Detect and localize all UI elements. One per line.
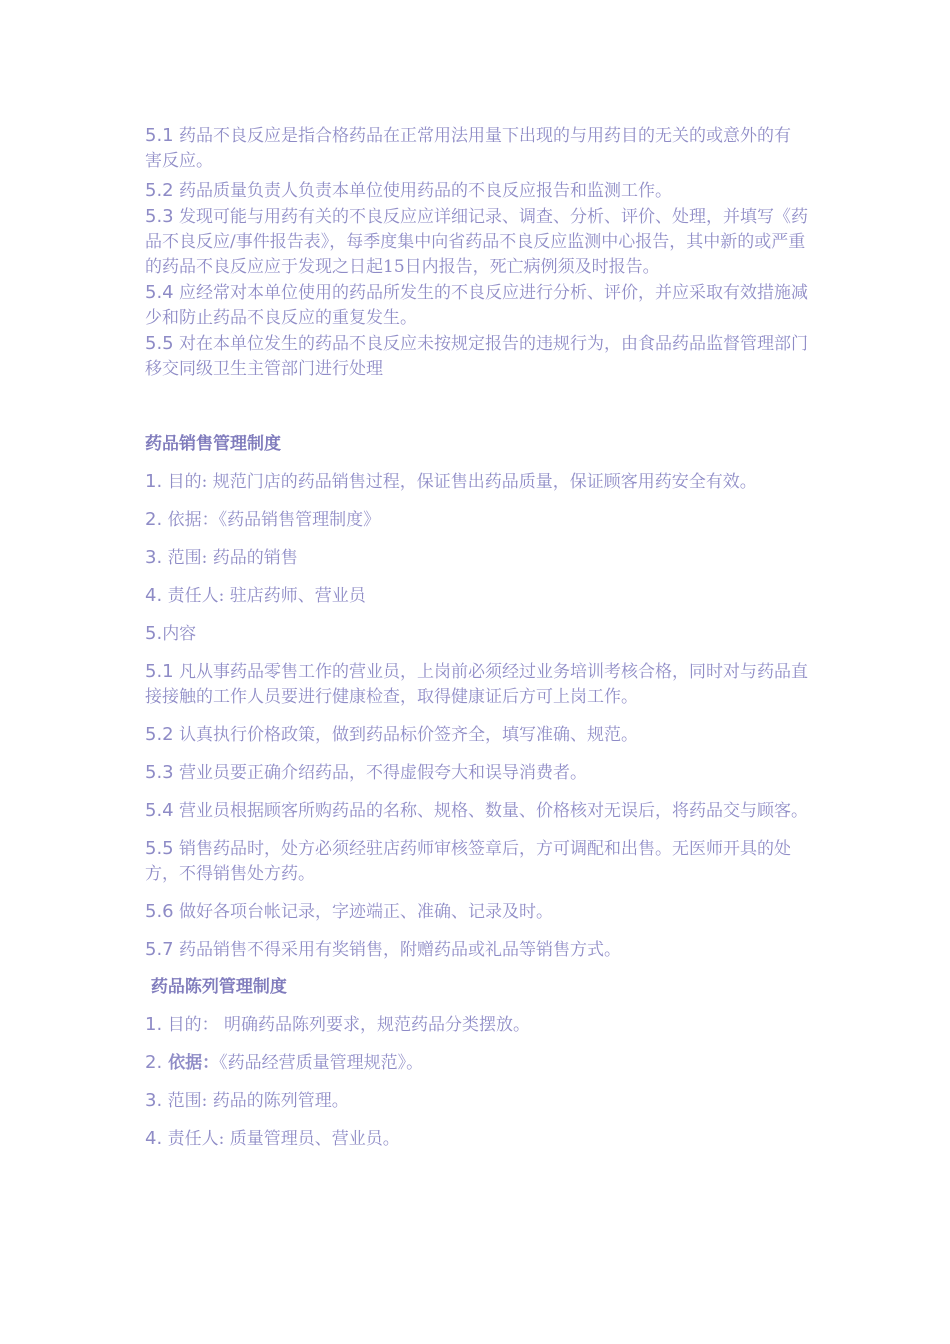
list-item: 5.4 营业员根据顾客所购药品的名称、规格、数量、价格核对无误后，将药品交与顾客。 (145, 800, 809, 821)
list-item: 5.1 凡从事药品零售工作的营业员，上岗前必须经过业务培训考核合格，同时对与药品直接接触的工作人员要进行健康检查，取得健康证后方可上岗工作。 (145, 661, 809, 707)
paragraph: 5.2 药品质量负责人负责本单位使用药品的不良反应报告和监测工作。 (145, 180, 673, 201)
document-page (145, 123, 835, 1164)
paragraph: 5.5 对在本单位发生的药品不良反应未按规定报告的违规行为，由食品药品监督管理部门移交同级卫生主管部门进行处理 (145, 333, 809, 379)
list-item: 3. 范围: 药品的销售 (145, 547, 298, 568)
list-item: 1. 目的： 明确药品陈列要求，规范药品分类摆放。 (145, 1014, 530, 1035)
paragraph: 5.3 发现可能与用药有关的不良反应应详细记录、调查、分析、评价、处理，并填写《药品不良反应/事件报告表》，每季度集中向省药品不良反应监测中心报告，其中新的或严重的药品不良反应应于发现之日起15日内报告，死亡病例须及时报告。 (145, 206, 809, 277)
paragraph: 5.1 药品不良反应是指合格药品在正常用法用量下出现的与用药目的无关的或意外的有害反应。 (145, 125, 792, 171)
paragraph: 5.4 应经常对本单位使用的药品所发生的不良反应进行分析、评价，并应采取有效措施减少和防止药品不良反应的重复发生。 (145, 282, 809, 328)
list-item: 4. 责任人: 质量管理员、营业员。 (145, 1128, 400, 1149)
list-item: 5.内容 (145, 623, 197, 644)
list-item: 5.5 销售药品时，处方必须经驻店药师审核签章后，方可调配和出售。无医师开具的处方，不得销售处方药。 (145, 838, 792, 884)
section-title: 药品销售管理制度 (145, 434, 281, 454)
list-item: 1. 目的: 规范门店的药品销售过程，保证售出药品质量，保证顾客用药安全有效。 (145, 471, 757, 492)
list-item: 4. 责任人: 驻店药师、营业员 (145, 585, 366, 606)
list-item: 2. 依据：《药品销售管理制度》 (145, 509, 381, 530)
list-item: 5.3 营业员要正确介绍药品，不得虚假夸大和误导消费者。 (145, 762, 588, 783)
list-item: 5.6 做好各项台帐记录，字迹端正、准确、记录及时。 (145, 901, 554, 922)
list-item: 5.2 认真执行价格政策，做到药品标价签齐全，填写准确、规范。 (145, 724, 639, 745)
list-item: 2. 依据：《药品经营质量管理规范》。 (145, 1052, 424, 1073)
list-item: 3. 范围: 药品的陈列管理。 (145, 1090, 349, 1111)
list-item: 5.7 药品销售不得采用有奖销售，附赠药品或礼品等销售方式。 (145, 939, 622, 960)
section-title: 药品陈列管理制度 (145, 977, 287, 997)
